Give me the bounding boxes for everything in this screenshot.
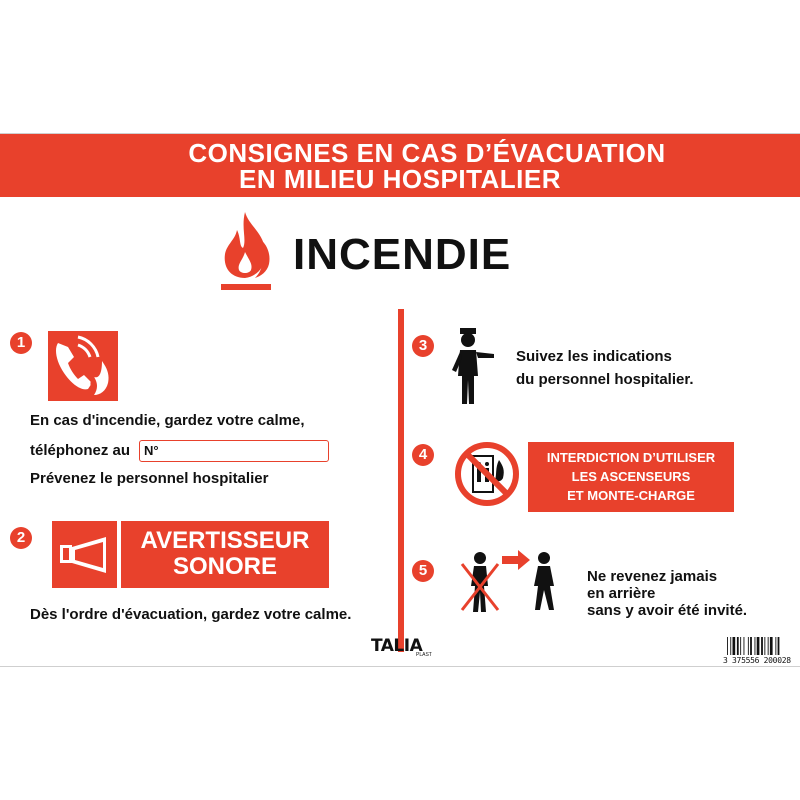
step-number-5: 5 <box>412 560 434 582</box>
step-number-2: 2 <box>10 527 32 549</box>
brand-logo-sub: PLAST <box>416 652 432 658</box>
evacuation-sign <box>0 133 800 667</box>
phone-field-label: N° <box>144 443 159 458</box>
flame-icon <box>215 208 277 298</box>
step1-line1: En cas d'incendie, gardez votre calme, <box>30 412 305 429</box>
step3-line1: Suivez les indications <box>516 348 672 365</box>
step2-text: Dès l'ordre d'évacuation, gardez votre calme. <box>30 606 352 623</box>
no-elevator-icon <box>453 440 521 508</box>
staff-pointing-icon <box>448 326 498 408</box>
alarm-label-box <box>121 521 329 588</box>
barcode-icon <box>727 637 795 655</box>
barcode-number: 3 375556 200028 <box>723 656 791 665</box>
step5-line3: sans y avoir été invité. <box>587 602 748 619</box>
alarm-label-line2: SONORE <box>172 553 277 580</box>
brand-logo: TALIA <box>371 636 423 656</box>
no-return-icon <box>458 546 568 616</box>
elevator-prohibition-box <box>528 442 734 512</box>
prohibition-line1: INTERDICTION D’UTILISER <box>546 450 716 465</box>
step1-line2-prefix: téléphonez au <box>30 442 131 459</box>
column-divider <box>398 309 404 652</box>
phone-number-field <box>139 440 329 462</box>
step-number-1: 1 <box>10 332 32 354</box>
step5-line1: Ne revenez jamais <box>587 568 718 585</box>
prohibition-line2: LES ASCENSEURS <box>571 469 691 484</box>
alarm-label-line1: AVERTISSEUR <box>140 527 310 554</box>
prohibition-line3: ET MONTE-CHARGE <box>567 488 695 503</box>
banner-line-2: EN MILIEU HOSPITALIER <box>238 164 562 194</box>
fire-telephone-icon <box>48 331 118 401</box>
horn-icon <box>52 521 117 588</box>
step-number-3: 3 <box>412 335 434 357</box>
step3-line2: du personnel hospitalier. <box>516 371 694 388</box>
step1-line3: Prévenez le personnel hospitalier <box>30 470 269 487</box>
page-title: INCENDIE <box>293 230 512 279</box>
step5-line2: en arrière <box>587 585 656 602</box>
banner-line-1: CONSIGNES EN CAS D’ÉVACUATION <box>188 138 666 168</box>
header-banner <box>0 134 800 197</box>
title-block <box>215 208 545 298</box>
step-number-4: 4 <box>412 444 434 466</box>
